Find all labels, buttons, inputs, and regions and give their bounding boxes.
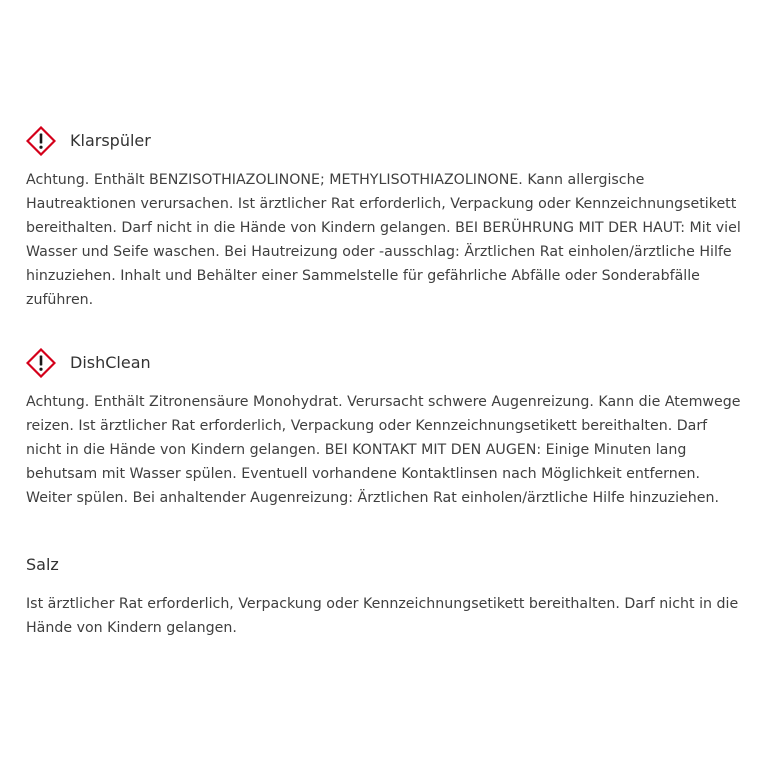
hazard-diamond-icon: [26, 348, 56, 378]
section-title: Klarspüler: [70, 131, 151, 150]
section-text: Achtung. Enthält BENZISOTHIAZOLINONE; METHYLISOTHIAZOLINONE. Kann allergische Hautreaktionen verursachen. Ist ärztlicher Rat erforderlich, Verpackung oder Kennzeichnungsetikett bereithalten. Darf nicht in die Hände von Kindern gelangen. BEI BERÜHRUNG MIT DER HAUT: Mit viel Wasser und Seife waschen. Bei Hautreizung oder -ausschlag: Ärztlichen Rat einholen/ärztliche Hilfe hinzuziehen. Inhalt und Behälter einer Sammelstelle für gefährliche Abfälle oder Sonderabfälle zuführen.: [26, 172, 741, 308]
section-klarspueler: [26, 126, 742, 312]
section-salz: [26, 550, 742, 640]
section-dishclean: [26, 348, 742, 510]
section-title: Salz: [26, 555, 59, 574]
section-header: [26, 126, 742, 156]
hazard-diamond-icon: [26, 126, 56, 156]
safety-info-content: [26, 126, 742, 640]
section-header: [26, 348, 742, 378]
section-text: Achtung. Enthält Zitronensäure Monohydrat. Verursacht schwere Augenreizung. Kann die Atemwege reizen. Ist ärztlicher Rat erforderlich, Verpackung oder Kennzeichnungsetikett bereithalten. Darf nicht in die Hände von Kindern gelangen. BEI KONTAKT MIT DEN AUGEN: Einige Minuten lang behutsam mit Wasser spülen. Eventuell vorhandene Kontaktlinsen nach Möglichkeit entfernen. Weiter spülen. Bei anhaltender Augenreizung: Ärztlichen Rat einholen/ärztliche Hilfe hinzuziehen.: [26, 394, 741, 506]
section-title: DishClean: [70, 353, 151, 372]
section-text: Ist ärztlicher Rat erforderlich, Verpackung oder Kennzeichnungsetikett bereithalten. Darf nicht in die Hände von Kindern gelangen.: [26, 596, 739, 636]
section-header: [26, 550, 742, 580]
